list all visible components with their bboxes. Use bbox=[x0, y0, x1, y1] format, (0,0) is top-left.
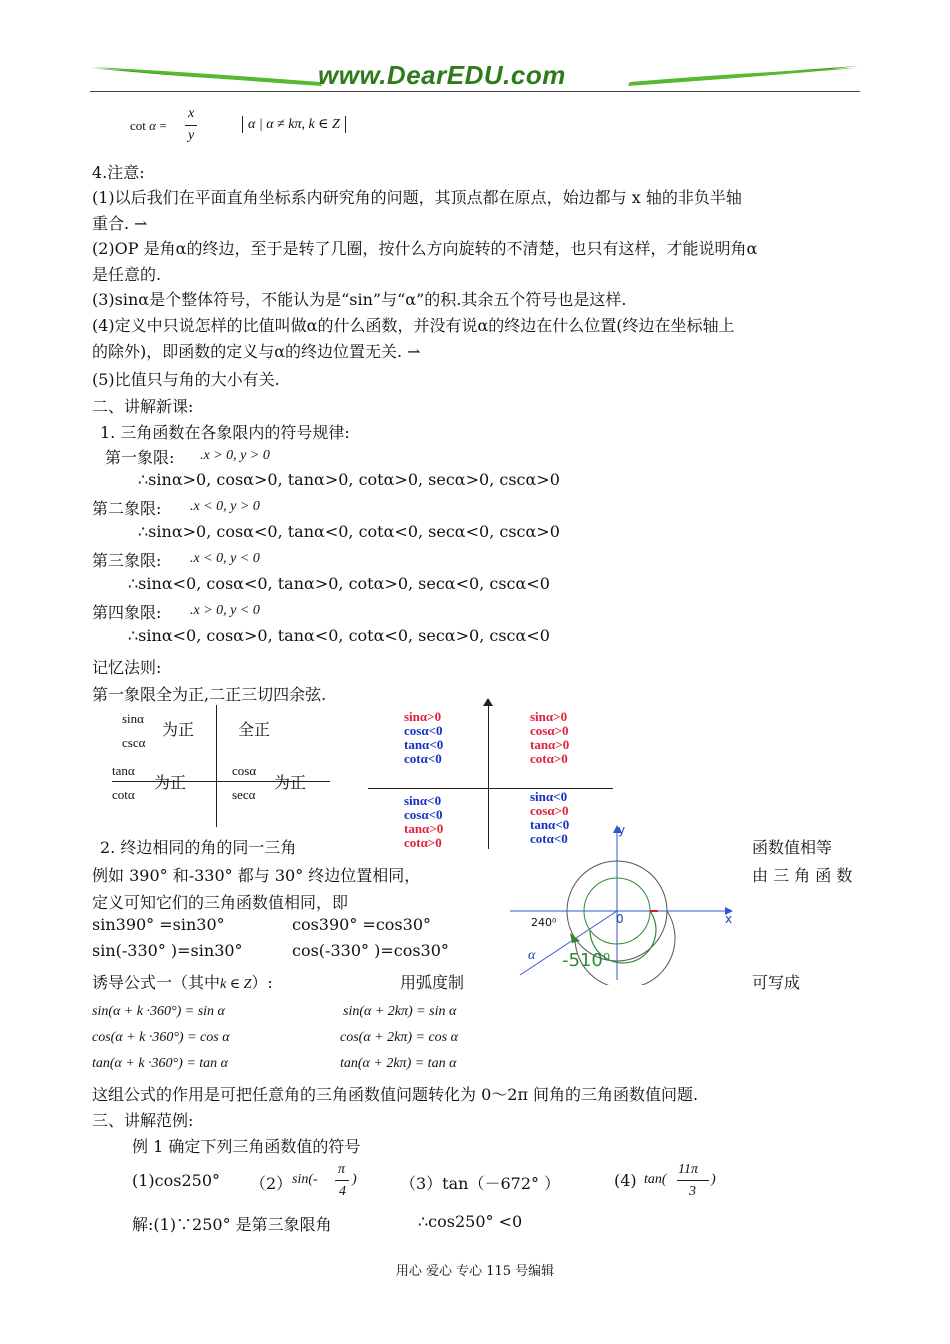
note-2a: (2)OP 是角α的终边，至于是转了几圈，按什么方向旋转的不清楚，也只有这样，才能说明角α bbox=[92, 239, 758, 258]
cot-domain: α | α ≠ kπ, k ∈ Z bbox=[242, 116, 346, 133]
q2-result: ∴sinα>0, cosα<0, tanα<0, cotα<0, secα<0, cscα>0 bbox=[138, 522, 560, 541]
example1-part2-bar bbox=[335, 1180, 349, 1181]
d3-y-label: y bbox=[618, 823, 626, 837]
note-5: (5)比值只与角的大小有关. bbox=[92, 370, 280, 389]
item2-line1a: 2. 终边相同的角的同一三角 bbox=[100, 838, 297, 857]
d1-br-cos: cosα bbox=[232, 763, 257, 778]
example1-part2-label: （2） bbox=[250, 1174, 293, 1193]
d2-q3-tan: tanα>0 bbox=[404, 821, 444, 836]
formula-cos-rad: cos(α + 2kπ) = cos α bbox=[340, 1030, 458, 1045]
memo-rule: 第一象限全为正,二正三切四余弦. bbox=[92, 685, 327, 704]
note-1b: 重合. ⇀ bbox=[92, 214, 148, 233]
note-3: (3)sinα是个整体符号，不能认为是“sin”与“α”的积.其余五个符号也是这样. bbox=[92, 290, 627, 309]
example1-part1: (1)cos250° bbox=[132, 1171, 221, 1190]
q2-label: 第二象限: bbox=[92, 499, 162, 518]
section3-title: 三、讲解范例: bbox=[92, 1111, 194, 1130]
item2-cos-neg330: cos(-330° )=cos30° bbox=[292, 941, 449, 960]
solution-part1: 解:(1)∵250° 是第三象限角 bbox=[132, 1215, 332, 1234]
section2-item1: 1. 三角函数在各象限内的符号规律: bbox=[100, 423, 350, 442]
example1-part4-bar bbox=[677, 1180, 709, 1181]
example1-part2-num: π bbox=[338, 1162, 346, 1177]
d2-q1-tan: tanα>0 bbox=[530, 737, 570, 752]
d2-q1-cos: cosα>0 bbox=[530, 723, 569, 738]
d2-q4-cot: cotα<0 bbox=[530, 831, 568, 846]
note-2b: 是任意的. bbox=[92, 265, 162, 284]
d2-quadrant1 bbox=[530, 710, 569, 766]
d1-bl-positive: 为正 bbox=[154, 773, 187, 792]
example1-part2-close: ) bbox=[352, 1172, 357, 1187]
d1-bl-cot: cotα bbox=[112, 787, 135, 802]
d3-alpha-label: α bbox=[528, 948, 536, 963]
formula-purpose: 这组公式的作用是可把任意角的三角函数值问题转化为 0～2π 间角的三角函数值问题. bbox=[92, 1085, 699, 1104]
d1-br-positive: 为正 bbox=[274, 773, 307, 792]
radian-note: 用弧度制 bbox=[400, 973, 465, 992]
q4-result: ∴sinα<0, cosα>0, tanα<0, cotα<0, secα>0, cscα<0 bbox=[128, 626, 550, 645]
example1-part3: （3）tan（－672° ） bbox=[400, 1174, 561, 1193]
q1-label: 第一象限: bbox=[105, 448, 175, 467]
cot-fraction-bar bbox=[185, 125, 197, 126]
header-rule bbox=[90, 91, 860, 92]
d2-q4-cos: cosα>0 bbox=[530, 803, 569, 818]
d3-origin-label: 0 bbox=[616, 912, 624, 926]
note-1a: (1)以后我们在平面直角坐标系内研究角的问题，其顶点都在原点，始边都与 x 轴的非负半轴 bbox=[92, 188, 742, 207]
page-footer: 用心 爱心 专心 115 号编辑 bbox=[395, 1264, 555, 1279]
d2-q3-sin: sinα<0 bbox=[404, 793, 442, 808]
example1-part4-den: 3 bbox=[689, 1184, 696, 1199]
item2-line1b: 函数值相等 bbox=[752, 838, 833, 857]
d2-x-axis bbox=[368, 788, 613, 789]
d3-240-label: 240⁰ bbox=[531, 916, 557, 929]
example1-part4-func: tan( bbox=[644, 1172, 667, 1187]
q2-cond: .x < 0, y > 0 bbox=[190, 499, 260, 514]
q4-cond: .x > 0, y < 0 bbox=[190, 603, 260, 618]
q4-label: 第四象限: bbox=[92, 603, 162, 622]
formula-sin-deg: sin(α + k ·360°) = sin α bbox=[92, 1004, 225, 1019]
d2-quadrant2 bbox=[404, 710, 443, 766]
d1-tl-csc: cscα bbox=[122, 735, 146, 750]
item2-line3: 定义可知它们的三角函数值相同，即 bbox=[92, 893, 349, 912]
cot-lhs: cot α = bbox=[130, 118, 167, 133]
d3-neg510-label: -510⁰ bbox=[562, 950, 611, 971]
d2-q1-cot: cotα>0 bbox=[530, 751, 568, 766]
memo-title: 记忆法则: bbox=[92, 658, 162, 677]
item2-line2b: 由 三 角 函 数 bbox=[752, 866, 853, 885]
note-4b: 的除外)，即函数的定义与α的终边位置无关. ⇀ bbox=[92, 342, 421, 361]
example1-part4-label: (4) bbox=[614, 1171, 637, 1190]
note-4a: (4)定义中只说怎样的比值叫做α的什么函数，并没有说α的终边在什么位置(终边在坐标轴上 bbox=[92, 316, 735, 335]
d3-x-label: x bbox=[725, 912, 733, 926]
notes-title: 4.注意: bbox=[92, 163, 145, 182]
example1-part4-num: 11π bbox=[678, 1162, 698, 1177]
q3-result: ∴sinα<0, cosα<0, tanα>0, cotα>0, secα<0, cscα<0 bbox=[128, 574, 550, 593]
q1-cond: .x > 0, y > 0 bbox=[200, 448, 270, 463]
formula-sin-rad: sin(α + 2kπ) = sin α bbox=[343, 1004, 457, 1019]
d3-angle-diagram bbox=[500, 815, 750, 985]
d2-q1-sin: sinα>0 bbox=[530, 709, 568, 724]
q3-label: 第三象限: bbox=[92, 551, 162, 570]
section2-title: 二、讲解新课: bbox=[92, 397, 194, 416]
item2-line2a: 例如 390° 和-330° 都与 30° 终边位置相同， bbox=[92, 866, 421, 885]
d1-tl-sin: sinα bbox=[122, 711, 144, 726]
d2-q4-tan: tanα<0 bbox=[530, 817, 570, 832]
example1-part2-func: sin(- bbox=[292, 1172, 318, 1187]
cot-num: x bbox=[188, 106, 195, 121]
cot-den: y bbox=[188, 128, 195, 143]
d1-br-sec: secα bbox=[232, 787, 256, 802]
d2-quadrant3 bbox=[404, 794, 443, 850]
formula-tan-rad: tan(α + 2kπ) = tan α bbox=[340, 1056, 457, 1071]
example1-part2-den: 4 bbox=[339, 1184, 346, 1199]
d1-vertical-axis bbox=[216, 705, 217, 827]
site-title: www.DearEDU.com bbox=[318, 60, 566, 90]
item2-sin390: sin390° =sin30° bbox=[92, 915, 225, 934]
can-write-as: 可写成 bbox=[752, 973, 801, 992]
example1-part4-close: ) bbox=[711, 1172, 716, 1187]
q3-cond: .x < 0, y < 0 bbox=[190, 551, 260, 566]
q1-result: ∴sinα>0, cosα>0, tanα>0, cotα>0, secα>0, cscα>0 bbox=[138, 470, 560, 489]
d1-tl-positive: 为正 bbox=[162, 720, 195, 739]
d2-q2-sin: sinα>0 bbox=[404, 709, 442, 724]
formula-tan-deg: tan(α + k ·360°) = tan α bbox=[92, 1056, 229, 1071]
d2-q2-tan: tanα<0 bbox=[404, 737, 444, 752]
item2-sin-neg330: sin(-330° )=sin30° bbox=[92, 941, 243, 960]
d2-q3-cos: cosα<0 bbox=[404, 807, 443, 822]
d2-q2-cos: cosα<0 bbox=[404, 723, 443, 738]
d2-y-arrow bbox=[483, 698, 493, 706]
d2-q4-sin: sinα<0 bbox=[530, 789, 568, 804]
d2-y-axis bbox=[488, 703, 489, 849]
d2-q3-cot: cotα>0 bbox=[404, 835, 442, 850]
induction-intro: 诱导公式一（其中k ∈ Z）: bbox=[92, 973, 273, 992]
d1-bl-tan: tanα bbox=[112, 763, 135, 778]
formula-cos-deg: cos(α + k ·360°) = cos α bbox=[92, 1030, 230, 1045]
example1-title: 例 1 确定下列三角函数值的符号 bbox=[132, 1137, 361, 1156]
d2-q2-cot: cotα<0 bbox=[404, 751, 442, 766]
solution-part1-result: ∴cos250° <0 bbox=[418, 1212, 523, 1231]
d1-tr-all-positive: 全正 bbox=[238, 720, 271, 739]
item2-cos390: cos390° =cos30° bbox=[292, 915, 431, 934]
